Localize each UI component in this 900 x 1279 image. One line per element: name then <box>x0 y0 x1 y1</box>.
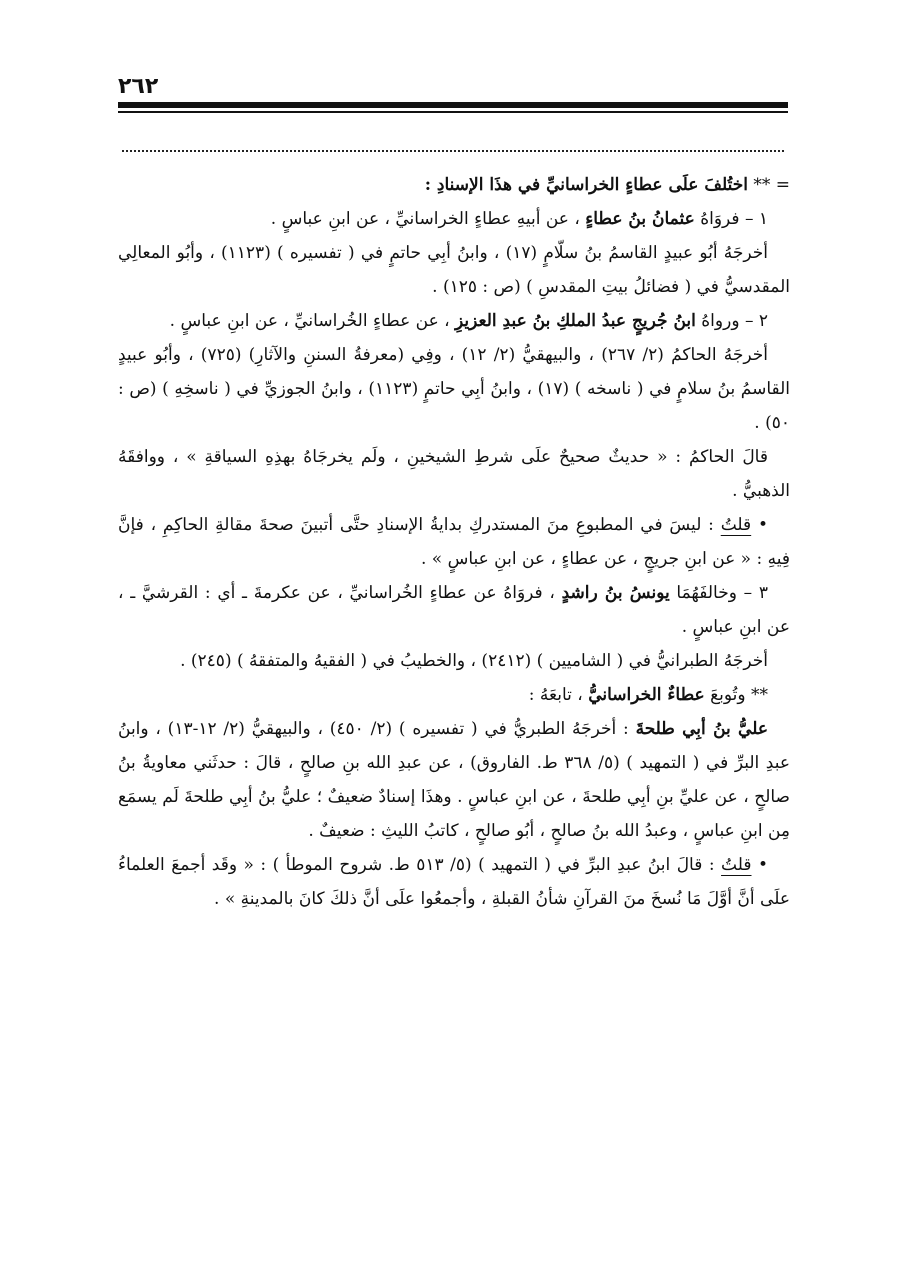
header-rule <box>118 102 788 108</box>
paragraph: عليُّ بنُ أبِي طلحةَ : أخرجَهُ الطبريُّ في ( تفسيره ) (٢/ ٤٥٠) ، والبيهقيُّ (٢/ ١٢-١٣) ، وابنُ عبدِ البرِّ في ( التمهيد ) (٥/ ٣٦٨ ط. الفاروق) ، عن عبدِ الله بنِ صالحٍ ، قالَ : حدثَني معاويةُ بنُ صالحٍ ، عن عليِّ بنِ أبِي طلحةَ ، عن ابنِ عباسٍ . وهذَا إسنادٌ ضعيفٌ ؛ عليُّ بنُ أبِي طلحةَ لَم يسمَع مِن ابنِ عباسٍ ، وعبدُ الله بنُ صالحٍ ، أبُو صالحٍ ، كاتبُ الليثِ : ضعيفٌ . <box>118 719 791 841</box>
narrator-name: عطاءٌ الخراسانيُّ <box>588 685 705 705</box>
paragraph: • قلتُ : ليسَ في المطبوعِ منَ المستدركِ بدايةُ الإسنادِ حتَّى أتبينَ صحةَ مقالةِ الحاكِمِ ، فإنَّ فِيهِ : « عن ابنِ جريجٍ ، عن عطاءٍ ، عن ابنِ عباسٍ » . <box>118 515 790 569</box>
page-number: ٢٦٢ <box>118 74 159 99</box>
author-note-label: قلتُ <box>720 515 752 535</box>
footnote-separator <box>122 150 784 152</box>
paragraph: أخرجَهُ الحاكمُ (٢/ ٢٦٧) ، والبيهقيُّ (٢/ ١٢) ، وفِي (معرفةُ السننِ والآثارِ) (٧٢٥) ، وأبُو عبيدٍ القاسمُ بنُ سلامٍ في ( ناسخه ) (١٧) ، وابنُ أبِي حاتمٍ (١١٢٣) ، وابنُ الجوزيِّ في ( ناسخِهِ ) (ص : ٥٠) . <box>118 345 791 433</box>
paragraph: ٢ – ورواهُ ابنُ جُريجٍ عبدُ الملكِ بنُ عبدِ العزيزِ ، عن عطاءٍ الخُراسانيِّ ، عن ابنِ عباسٍ . <box>169 311 768 331</box>
narrator-name: عثمانُ بنُ عطاءٍ <box>585 209 695 229</box>
paragraph: = ** اختُلفَ علَى عطاءٍ الخراسانيِّ في هذَا الإسنادِ : <box>424 175 790 195</box>
author-note-label: قلتُ <box>721 855 752 875</box>
narrator-name: يونسُ بنُ راشدٍ <box>561 583 670 603</box>
paragraph: • قلتُ : قالَ ابنُ عبدِ البرِّ في ( التمهيد ) (٥/ ٥١٣ ط. شروح الموطأ ) : « وقَد أجمعَ العلماءُ علَى أنَّ أوَّلَ مَا نُسخَ منَ القرآنِ شأنُ القبلةِ ، وأجمعُوا علَى أنَّ ذلكَ كانَ بالمدينةِ » . <box>118 855 790 909</box>
paragraph: ** وتُوبعَ عطاءٌ الخراسانيُّ ، تابعَهُ : <box>528 685 768 705</box>
paragraph: أخرجَهُ الطبرانيُّ في ( الشاميين ) (٢٤١٢) ، والخطيبُ في ( الفقيهُ والمتفقهُ ) (٢٤٥) . <box>180 651 768 671</box>
narrator-name: عليُّ بنُ أبِي طلحةَ <box>635 719 768 739</box>
narrator-name: ابنُ جُريجٍ عبدُ الملكِ بنُ عبدِ العزيزِ <box>455 311 696 331</box>
footnote-text <box>118 168 790 916</box>
paragraph: ١ – فروَاهُ عثمانُ بنُ عطاءٍ ، عن أبيهِ عطاءٍ الخراسانيِّ ، عن ابنِ عباسٍ . <box>270 209 768 229</box>
header-rule-thin <box>118 111 788 113</box>
paragraph: قالَ الحاكمُ : « حديثٌ صحيحٌ علَى شرطِ الشيخينِ ، ولَم يخرجَاهُ بهذِهِ السياقةِ » ، ووافقَهُ الذهبيُّ . <box>118 447 790 501</box>
paragraph: أخرجَهُ أبُو عبيدٍ القاسمُ بنُ سلّامٍ (١٧) ، وابنُ أبِي حاتمٍ في ( تفسيره ) (١١٢٣) ، وأبُو المعالِي المقدسيُّ في ( فضائلُ بيتِ المقدسِ ) (ص : ١٢٥) . <box>118 243 790 297</box>
paragraph: ٣ – وخالفَهُمَا يونسُ بنُ راشدٍ ، فروَاهُ عن عطاءٍ الخُراسانيِّ ، عن عكرمةَ ـ أي : القرشيَّ ـ ، عن ابنِ عباسٍ . <box>118 583 790 637</box>
